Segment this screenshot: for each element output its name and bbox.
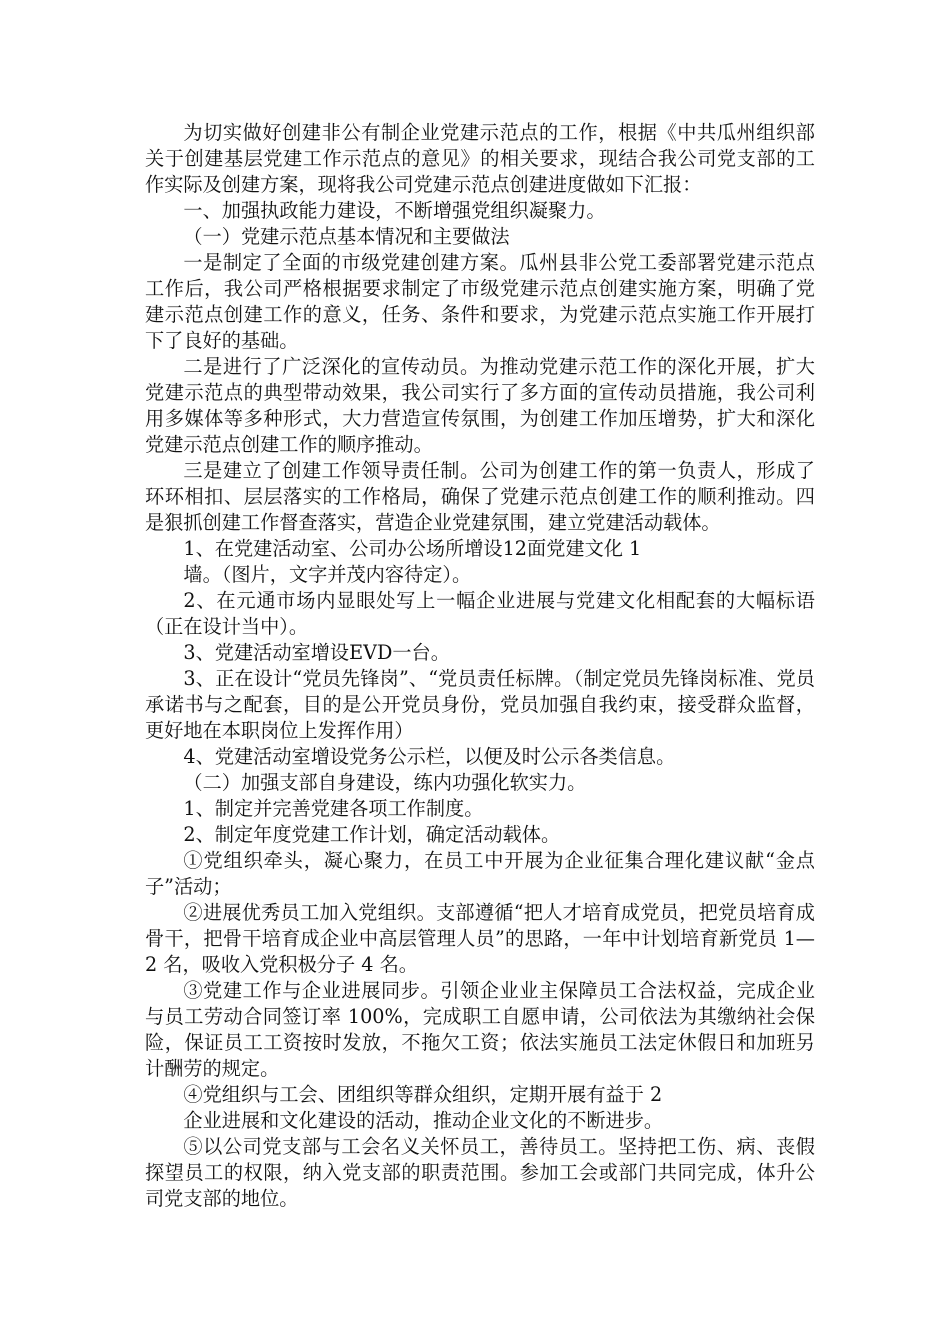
paragraph-point-3: 三是建立了创建工作领导责任制。公司为创建工作的第一负责人，形成了环环相扣、层层落实的工作格局，确保了党建示范点创建工作的顺利推动。四是狠抓创建工作督查落实，营造企业党建氛围，建立党建活动载体。 — [145, 459, 815, 534]
circled-item-5: ⑤以公司党支部与工会名义关怀员工，善待员工。坚持把工伤、病、丧假探望员工的权限，纳入党支部的职责范围。参加工会或部门共同完成，体升公司党支部的地位。 — [145, 1135, 815, 1210]
paragraph-intro: 为切实做好创建非公有制企业党建示范点的工作，根据《中共瓜州组织部关于创建基层党建工作示范点的意见》的相关要求，现结合我公司党支部的工作实际及创建方案，现将我公司党建示范点创建进度做如下汇报： — [145, 121, 815, 196]
document-body — [145, 120, 815, 1212]
list-item-3b: 3、正在设计“党员先锋岗”、“党员责任标牌。（制定党员先锋岗标准、党员承诺书与之配套，目的是公开党员身份，党员加强自我约束，接受群众监督，更好地在本职岗位上发挥作用） — [145, 667, 815, 742]
circled-item-4: ④党组织与工会、团组织等群众组织，定期开展有益于 2 — [183, 1083, 663, 1106]
list-item-plan: 2、制定年度党建工作计划，确定活动载体。 — [183, 823, 561, 846]
paragraph-point-2: 二是进行了广泛深化的宣传动员。为推动党建示范工作的深化开展，扩大党建示范点的典型带动效果，我公司实行了多方面的宣传动员措施，我公司利用多媒体等多种形式，大力营造宣传氛围，为创建工作加压增势，扩大和深化党建示范点创建工作的顺序推动。 — [145, 355, 815, 456]
heading-subsection-2: （二）加强支部自身建设，练内功强化软实力。 — [183, 771, 587, 794]
list-item-2: 2、在元通市场内显眼处写上一幅企业进展与党建文化相配套的大幅标语（正在设计当中）。 — [145, 589, 815, 638]
circled-item-1: ①党组织牵头，凝心聚力，在员工中开展为企业征集合理化建议献“金点子”活动； — [145, 849, 815, 898]
list-item-1: 1、在党建活动室、公司办公场所增设12面党建文化 1 — [183, 537, 642, 560]
circled-item-4-continued: 企业进展和文化建设的活动，推动企业文化的不断进步。 — [183, 1109, 664, 1132]
list-item-1-continued: 墙。（图片，文字并茂内容待定）。 — [183, 563, 472, 586]
heading-section-1: 一、加强执政能力建设，不断增强党组织凝聚力。 — [183, 199, 606, 222]
list-item-system: 1、制定并完善党建各项工作制度。 — [183, 797, 484, 820]
circled-item-3: ③党建工作与企业进展同步。引领企业业主保障员工合法权益，完成企业与员工劳动合同签订率 100%，完成职工自愿申请，公司依法为其缴纳社会保险，保证员工工资按时发放，不拖欠工资；依法实施员工法定休假日和加班另计酬劳的规定。 — [145, 979, 815, 1080]
list-item-3: 3、党建活动室增设EVD一台。 — [183, 641, 450, 664]
heading-subsection-1: （一）党建示范点基本情况和主要做法 — [183, 225, 510, 248]
list-item-4: 4、党建活动室增设党务公示栏，以便及时公示各类信息。 — [183, 745, 676, 768]
circled-item-2: ②进展优秀员工加入党组织。支部遵循“把人才培育成党员，把党员培育成骨干，把骨干培育成企业中高层管理人员”的思路，一年中计划培育新党员 1—2 名，吸收入党积极分子 4 名。 — [145, 901, 815, 976]
paragraph-point-1: 一是制定了全面的市级党建创建方案。瓜州县非公党工委部署党建示范点工作后，我公司严格根据要求制定了市级党建示范点创建实施方案，明确了党建示范点创建工作的意义，任务、条件和要求，为党建示范点实施工作开展打下了良好的基础。 — [145, 251, 815, 352]
